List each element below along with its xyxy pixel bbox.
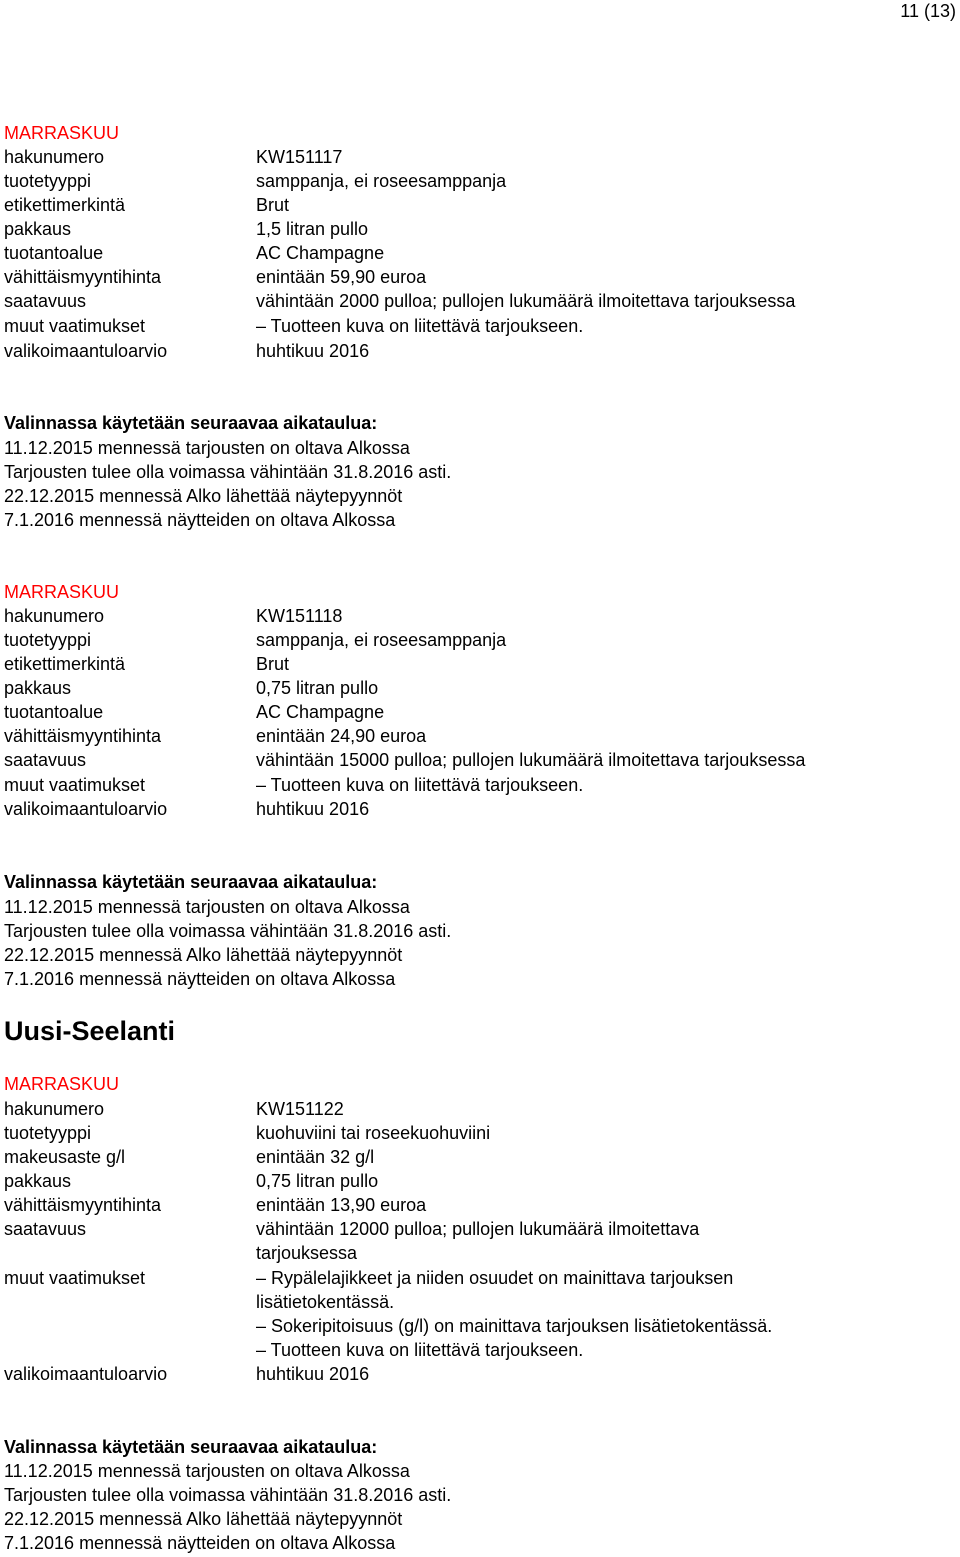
field-value: – Tuotteen kuva on liitettävä tarjoukseen. [256, 316, 584, 336]
field-value: enintään 24,90 euroa [256, 726, 427, 746]
field-label: tuotantoalue [4, 702, 104, 722]
field-label: hakunumero [4, 606, 105, 626]
month-heading: MARRASKUU [4, 1074, 120, 1094]
field-value: vähintään 12000 pulloa; pullojen lukumäärä ilmoitettava [256, 1219, 700, 1239]
field-label: tuotetyyppi [4, 630, 92, 650]
field-label: saatavuus [4, 291, 87, 311]
field-label: valikoimaantuloarvio [4, 1364, 168, 1384]
field-value: – Tuotteen kuva on liitettävä tarjoukseen. [256, 775, 584, 795]
field-value: kuohuviini tai roseekuohuviini [256, 1123, 491, 1143]
field-value: huhtikuu 2016 [256, 799, 370, 819]
field-value: AC Champagne [256, 702, 385, 722]
field-label: etikettimerkintä [4, 195, 126, 215]
field-value: enintään 13,90 euroa [256, 1195, 427, 1215]
field-label: pakkaus [4, 219, 72, 239]
field-value: 0,75 litran pullo [256, 1171, 379, 1191]
field-label: muut vaatimukset [4, 1268, 146, 1288]
schedule-item: 11.12.2015 mennessä tarjousten on oltava Alkossa [4, 897, 410, 917]
field-label: saatavuus [4, 1219, 87, 1239]
field-label: hakunumero [4, 1099, 105, 1119]
field-value: vähintään 2000 pulloa; pullojen lukumäärä ilmoitettava tarjouksessa [256, 291, 796, 311]
field-label: etikettimerkintä [4, 654, 126, 674]
field-value: KW151122 [256, 1099, 344, 1119]
field-label: valikoimaantuloarvio [4, 341, 168, 361]
field-value: huhtikuu 2016 [256, 1364, 370, 1384]
field-value: – Sokeripitoisuus (g/l) on mainittava tarjouksen lisätietokentässä. [256, 1316, 773, 1336]
field-label: pakkaus [4, 678, 72, 698]
country-heading: Uusi-Seelanti [4, 1016, 176, 1046]
field-value: enintään 32 g/l [256, 1147, 375, 1167]
month-heading: MARRASKUU [4, 123, 120, 143]
field-label: saatavuus [4, 750, 87, 770]
schedule-item: 7.1.2016 mennessä näytteiden on oltava Alkossa [4, 969, 396, 989]
field-label: vähittäismyyntihinta [4, 267, 162, 287]
field-label: tuotetyyppi [4, 171, 92, 191]
field-value: samppanja, ei roseesamppanja [256, 630, 507, 650]
field-value-continued: tarjouksessa [256, 1243, 358, 1263]
field-label: pakkaus [4, 1171, 72, 1191]
schedule-item: 22.12.2015 mennessä Alko lähettää näytepyynnöt [4, 1509, 403, 1529]
schedule-title: Valinnassa käytetään seuraavaa aikataulua: [4, 872, 378, 892]
schedule-item: 7.1.2016 mennessä näytteiden on oltava Alkossa [4, 1533, 396, 1553]
field-label: makeusaste g/l [4, 1147, 126, 1167]
field-value: KW151118 [256, 606, 343, 626]
field-value: Brut [256, 195, 290, 215]
field-value: – Rypälelajikkeet ja niiden osuudet on mainittava tarjouksen [256, 1268, 734, 1288]
schedule-title: Valinnassa käytetään seuraavaa aikataulua: [4, 413, 378, 433]
field-value: vähintään 15000 pulloa; pullojen lukumäärä ilmoitettava tarjouksessa [256, 750, 806, 770]
field-value: – Tuotteen kuva on liitettävä tarjoukseen. [256, 1340, 584, 1360]
field-value: huhtikuu 2016 [256, 341, 370, 361]
schedule-item: 11.12.2015 mennessä tarjousten on oltava Alkossa [4, 438, 410, 458]
field-value: enintään 59,90 euroa [256, 267, 427, 287]
schedule-item: Tarjousten tulee olla voimassa vähintään 31.8.2016 asti. [4, 921, 452, 941]
field-label: valikoimaantuloarvio [4, 799, 168, 819]
schedule-item: Tarjousten tulee olla voimassa vähintään 31.8.2016 asti. [4, 462, 452, 482]
field-label: tuotantoalue [4, 243, 104, 263]
schedule-item: 7.1.2016 mennessä näytteiden on oltava Alkossa [4, 510, 396, 530]
schedule-item: 22.12.2015 mennessä Alko lähettää näytepyynnöt [4, 486, 403, 506]
field-label: muut vaatimukset [4, 775, 146, 795]
field-value: 0,75 litran pullo [256, 678, 379, 698]
field-value: samppanja, ei roseesamppanja [256, 171, 507, 191]
field-value: 1,5 litran pullo [256, 219, 369, 239]
field-label: hakunumero [4, 147, 105, 167]
month-heading: MARRASKUU [4, 582, 120, 602]
field-value: AC Champagne [256, 243, 385, 263]
schedule-title: Valinnassa käytetään seuraavaa aikataulua: [4, 1437, 378, 1457]
field-value-continued: lisätietokentässä. [256, 1292, 395, 1312]
field-value: Brut [256, 654, 290, 674]
field-label: muut vaatimukset [4, 316, 146, 336]
field-label: vähittäismyyntihinta [4, 1195, 162, 1215]
schedule-item: 11.12.2015 mennessä tarjousten on oltava Alkossa [4, 1461, 410, 1481]
schedule-item: 22.12.2015 mennessä Alko lähettää näytepyynnöt [4, 945, 403, 965]
schedule-item: Tarjousten tulee olla voimassa vähintään 31.8.2016 asti. [4, 1485, 452, 1505]
field-label: vähittäismyyntihinta [4, 726, 162, 746]
field-label: tuotetyyppi [4, 1123, 92, 1143]
page-number: 11 (13) [900, 1, 956, 21]
field-value: KW151117 [256, 147, 343, 167]
